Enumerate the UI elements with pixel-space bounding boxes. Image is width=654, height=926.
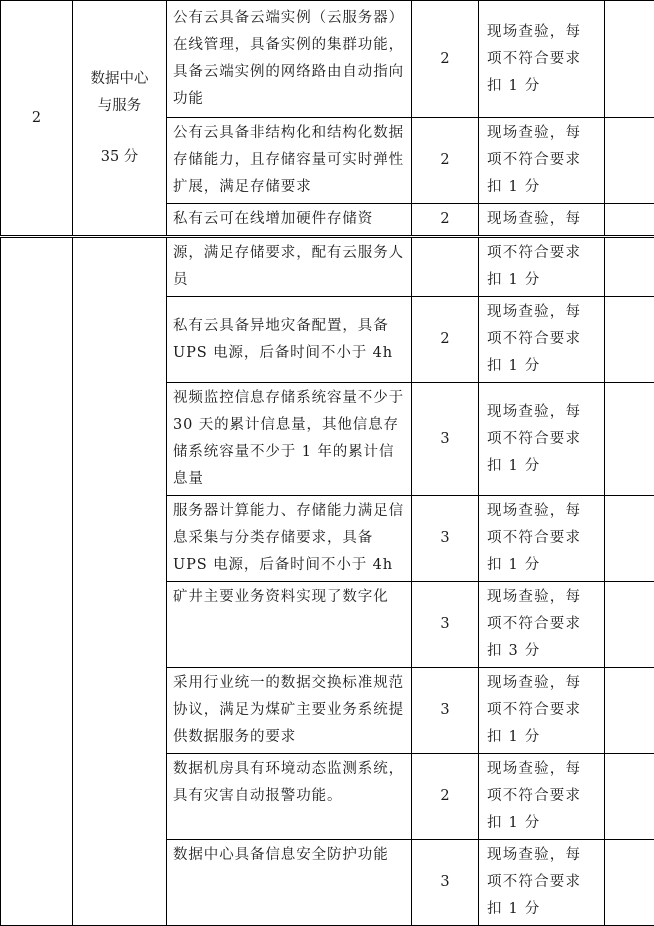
remark-cell [605,1,654,118]
content-cell: 数据中心具备信息安全防护功能 [167,840,412,926]
table-row [1,238,654,297]
points-cell: 2 [412,754,479,840]
remark-cell [605,238,654,297]
method-cell: 现场查验，每项不符合要求扣 1 分 [479,754,605,840]
remark-cell [605,204,654,236]
points-cell: 2 [412,204,479,236]
seq-number: 2 [32,110,41,126]
category-name-line2: 与服务 [73,93,166,120]
method-cell: 现场查验，每项不符合要求扣 1 分 [479,668,605,754]
table-row [1,1,654,118]
remark-cell [605,496,654,582]
content-cell: 私有云可在线增加硬件存储资 [167,204,412,236]
method-cell: 项不符合要求扣 1 分 [479,238,605,297]
category-name-line1: 数据中心 [73,66,166,93]
points-cell: 3 [412,582,479,668]
content-cell: 矿井主要业务资料实现了数字化 [167,582,412,668]
content-cell: 公有云具备非结构化和结构化数据存储能力，且存储容量可实时弹性扩展，满足存储要求 [167,118,412,204]
remark-cell [605,297,654,383]
criteria-table-part-2 [0,237,654,926]
method-cell: 现场查验，每项不符合要求扣 1 分 [479,840,605,926]
category-cell-continued [73,238,167,926]
method-cell: 现场查验，每项不符合要求扣 3 分 [479,582,605,668]
content-cell: 视频监控信息存储系统容量不少于 30 天的累计信息量，其他信息存储系统容量不少于 1 年的累计信息量 [167,383,412,496]
method-cell: 现场查验，每项不符合要求扣 1 分 [479,383,605,496]
points-cell [412,238,479,297]
criteria-table-part-1 [0,0,654,236]
remark-cell [605,582,654,668]
remark-cell [605,668,654,754]
remark-cell [605,840,654,926]
content-cell: 公有云具备云端实例（云服务器）在线管理，具备实例的集群功能，具备云端实例的网络路由自动指向功能 [167,1,412,118]
seq-cell [1,1,73,236]
points-cell: 2 [412,297,479,383]
category-cell [73,1,167,236]
method-cell: 现场查验，每 [479,204,605,236]
content-cell: 私有云具备异地灾备配置，具备 UPS 电源，后备时间不小于 4h [167,297,412,383]
remark-cell [605,118,654,204]
method-cell: 现场查验，每项不符合要求扣 1 分 [479,297,605,383]
method-cell: 现场查验，每项不符合要求扣 1 分 [479,1,605,118]
points-cell: 3 [412,496,479,582]
remark-cell [605,383,654,496]
points-cell: 2 [412,1,479,118]
content-cell: 服务器计算能力、存储能力满足信息采集与分类存储要求，具备 UPS 电源，后备时间不小于 4h [167,496,412,582]
points-cell: 2 [412,118,479,204]
method-cell: 现场查验，每项不符合要求扣 1 分 [479,496,605,582]
remark-cell [605,754,654,840]
points-cell: 3 [412,668,479,754]
content-cell: 数据机房具有环境动态监测系统，具有灾害自动报警功能。 [167,754,412,840]
content-cell: 采用行业统一的数据交换标准规范协议，满足为煤矿主要业务系统提供数据服务的要求 [167,668,412,754]
category-score: 35 分 [73,144,166,171]
content-cell: 源，满足存储要求，配有云服务人员 [167,238,412,297]
method-cell: 现场查验，每项不符合要求扣 1 分 [479,118,605,204]
points-cell: 3 [412,840,479,926]
seq-cell-continued [1,238,73,926]
points-cell: 3 [412,383,479,496]
